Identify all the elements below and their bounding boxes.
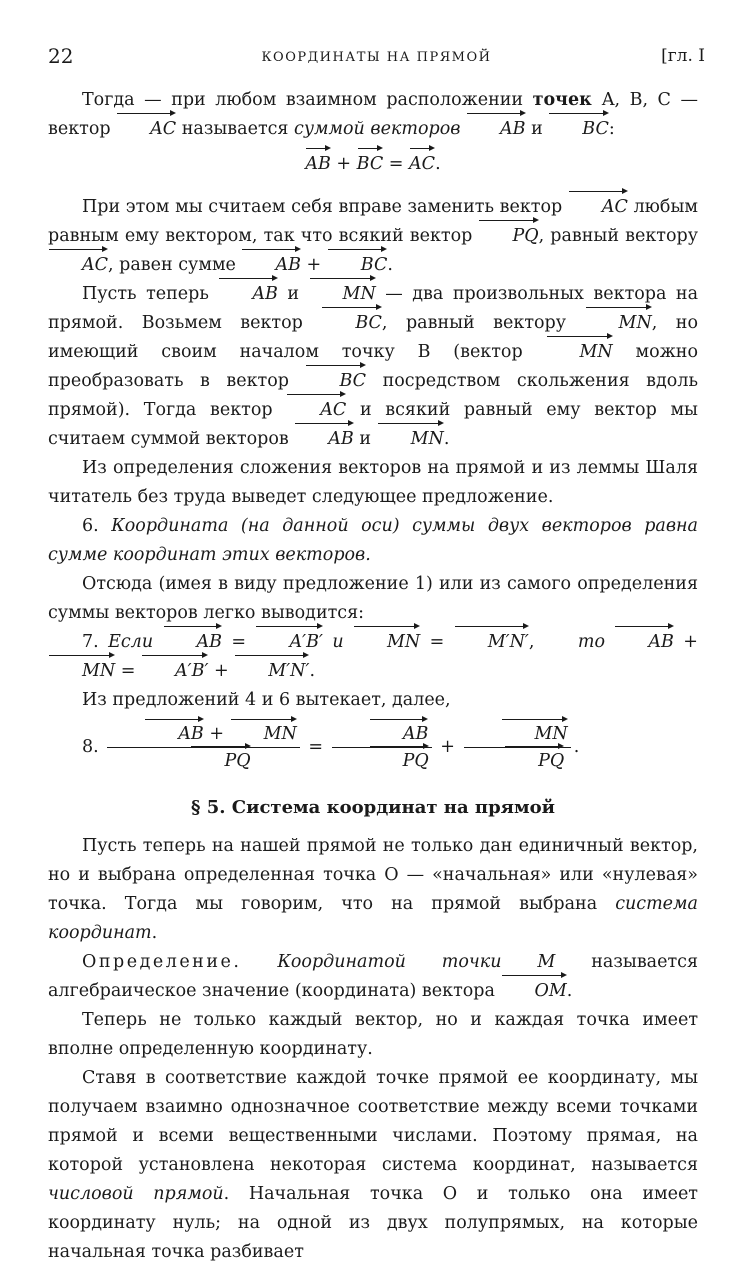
- equation-sum: AB + BC = AC.: [48, 150, 698, 179]
- paragraph-number-line: Ставя в соответствие каждой точке прямой ее координату, мы получаем взаимно однозначное соответствие между всеми точками прямой и всеми вещественными числами. Поэтому прямая, на которой установлена некоторая система координат, называется числовой прямой. Начальная точка O и только она имеет координату нуль; на одной из двух полупрямых, на которые начальная точка разбивает: [48, 1068, 698, 1262]
- paragraph-coordinate-system: Пусть теперь на нашей прямой не только дан единичный вектор, но и выбрана определенная точка O — «начальная» или «нулевая» точка. Тогда мы говорим, что на прямой выбрана система координат.: [48, 836, 698, 943]
- vector-m1n1: M′N′: [454, 628, 529, 657]
- vector-ac: AC: [116, 115, 176, 144]
- definition-point-coordinate: Определение. Координатой точки M называется алгебраическое значение (координата) вектора OM.: [48, 948, 698, 1006]
- running-header: [48, 44, 705, 74]
- fraction-ab-over-pq: $\frac{AB}{PQ}$: [332, 721, 432, 774]
- vector-pq: PQ: [478, 222, 538, 251]
- section-title: § 5. Система координат на прямой: [191, 797, 555, 818]
- fraction-sum-over-pq: $\frac{AB + MN}{PQ}$: [107, 721, 300, 774]
- paragraph-replacement: При этом мы считаем себя вправе заменить вектор AC любым равным ему вектором, так что всякий вектор PQ, равный вектору AC, равен сумме AB + BC.: [48, 193, 698, 280]
- fraction-mn-over-pq: $\frac{MN}{PQ}$: [464, 721, 571, 774]
- vector-mn: MN: [309, 280, 376, 309]
- proposition-8: 8. $\frac{AB + MN}{PQ}$ = $\frac{AB}{PQ}$ + $\frac{MN}{PQ}$ .: [48, 715, 698, 779]
- paragraph-chasles: Из определения сложения векторов на прямой и из леммы Шаля читатель без труда выведет следующее предложение.: [48, 458, 698, 507]
- vector-om: OM: [501, 977, 567, 1006]
- paragraph-sum-definition: Тогда — при любом взаимном расположении точек A, B, C — вектор AC называется суммой векторов AB и BC:: [48, 86, 698, 144]
- paragraph-arbitrary-vectors: Пусть теперь AB и MN — два произвольных вектора на прямой. Возьмем вектор BC, равный вектору MN, но имеющий своим началом точку B (вектор MN можно преобразовать в вектор BC посредством скольжения вдоль прямой). Тогда вектор AC и всякий равный ему вектор мы считаем суммой векторов AB и MN.: [48, 280, 698, 454]
- body-text: [48, 86, 698, 1267]
- paragraph-hence: Отсюда (имея в виду предложение 1) или из самого определения суммы векторов легко выводится:: [48, 574, 698, 623]
- proposition-6: 6. Координата (на данной оси) суммы двух векторов равна сумме координат этих векторов.: [48, 516, 698, 565]
- vector-ab: AB: [466, 115, 526, 144]
- chapter-label: [гл. I: [661, 46, 705, 66]
- paragraph-every-point: Теперь не только каждый вектор, но и каждая точка имеет вполне определенную координату.: [48, 1010, 698, 1059]
- vector-a1b1: A′B′: [255, 628, 322, 657]
- running-title: КООРДИНАТЫ НА ПРЯМОЙ: [261, 50, 492, 65]
- proposition-7: 7. Если AB = A′B′ и MN = M′N′, то AB + MN = A′B′ + M′N′.: [48, 628, 698, 686]
- vector-bc: BC: [548, 115, 609, 144]
- paragraph-further: Из предложений 4 и 6 вытекает, далее,: [82, 690, 451, 710]
- page-number: 22: [48, 44, 74, 68]
